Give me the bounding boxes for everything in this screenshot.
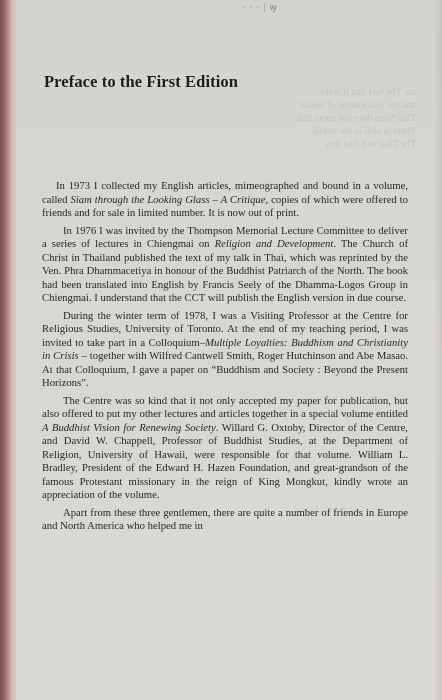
- colloquium-title: Multiple Loyalties: Buddhism and Christianity in Crisis: [42, 336, 408, 362]
- page-edge-shadow: [434, 0, 442, 700]
- paragraph-text: In 1973 I collected my English articles, mimeographed and bound in a volume, called: [42, 180, 408, 206]
- book-page: [16, 0, 442, 700]
- paragraph: [42, 507, 408, 534]
- paragraph-text: Apart from these three gentlemen, there are quite a number of friends in Europe and North America who helped me in: [42, 506, 408, 532]
- paragraph-text: During the winter term of 1978, I was a Visiting Professor at the Centre for Religious Studies, University of Toronto. At the end of my teaching period, I was invited to take part in a Colloquium–: [42, 309, 408, 349]
- show-through-line: Thai Siam does not mean that: [296, 113, 416, 124]
- show-through-line: and the Association of Social: [299, 100, 416, 111]
- paragraph: [42, 180, 408, 221]
- book-title: Siam through the Looking Glass – A Critique: [70, 193, 266, 206]
- paragraph: [42, 395, 408, 503]
- show-through-line: na. The fact that it is the: [319, 87, 416, 98]
- paragraph: [42, 225, 408, 306]
- show-through-line: There is also in the world: [314, 126, 416, 137]
- paragraph-text: . Willard G. Oxtoby, Director of the Centre, and David W. Chappell, Professor of Buddhist Studies, at the Department of Religion, University of Hawaii, were responsible for that volume. William L. Bradley, President of the Edward H. Hazen Foundation, and great-grandson of the famous Protestant missionary in the reign of King Mongkut, kindly wrote an appreciation of the volume.: [42, 421, 408, 501]
- show-through-text: [286, 86, 416, 166]
- top-page-mark: · · · | ꝡ: [242, 2, 278, 12]
- paragraph-text: The Centre was so kind that it not only accepted my paper for publication, but also offered to put my other lectures and articles together in a special volume entitled: [42, 394, 408, 420]
- paragraph-text: In 1976 I was invited by the Thompson Memorial Lecture Committee to deliver a series of lectures in Chiengmai on: [42, 224, 408, 250]
- book-title: Religion and Development: [214, 238, 334, 250]
- paragraph: [42, 310, 408, 391]
- paragraph-text: . The Church of Christ in Thailand published the text of my talk in Thai, which was reprinted by the Ven. Phra Dhammacetiya in honour of the Buddhist Patriarch of the North. The book had been translated into English by Francis Seely of the Dhamma-Logos Group in Chiengmai. I understand that the CCT will publish the English version in due course.: [42, 238, 408, 304]
- paragraph-text: – together with Wilfred Cantwell Smith, Roger Hutchinson and Abe Masao. At that Colloquium, I gave a paper on “Buddhism and Society : Beyond the Present Horizons”.: [42, 350, 409, 389]
- book-title: A Buddhist Vision for Renewing Society: [42, 421, 216, 434]
- show-through-line: The Thai will find this: [326, 139, 416, 150]
- paragraph-text: , copies of which were offered to friends and for sale in limited number. It is now out of print.: [42, 193, 408, 219]
- page-title: Preface to the First Edition: [44, 72, 239, 91]
- preface-body: [42, 180, 408, 538]
